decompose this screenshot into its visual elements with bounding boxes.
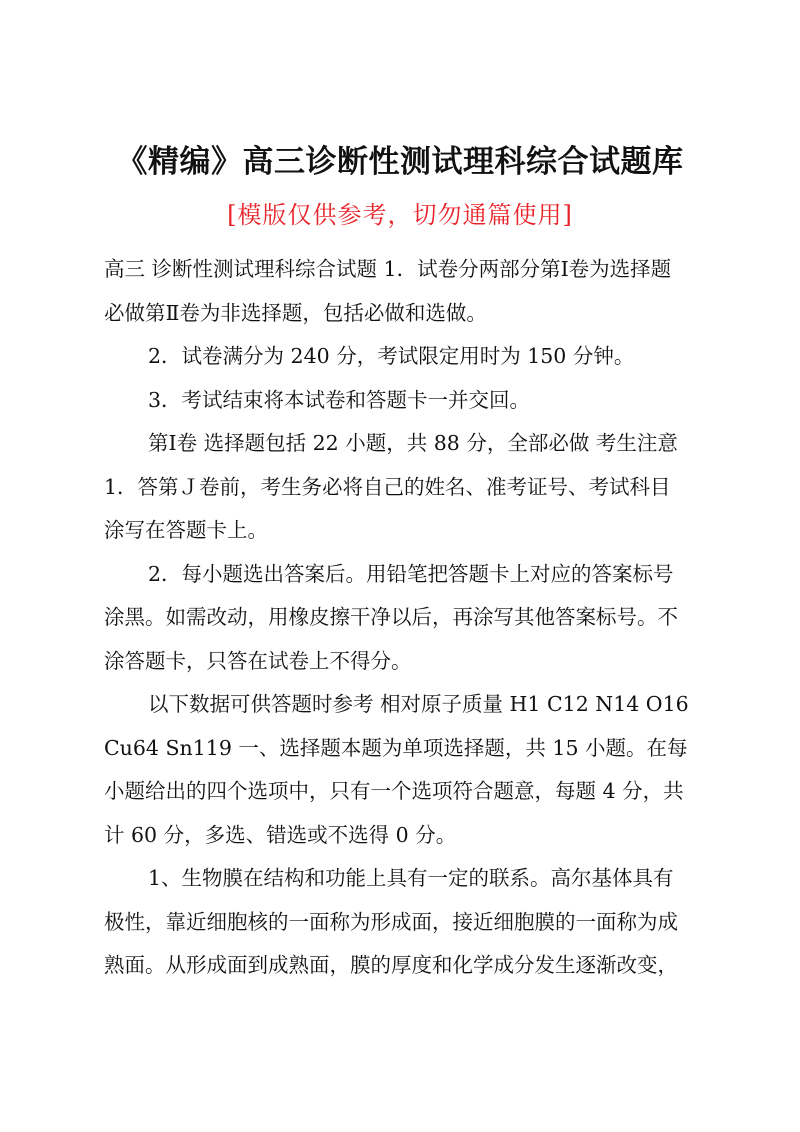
body-line-7: 涂写在答题卡上。: [104, 518, 268, 542]
body-line-15: 1、生物膜在结构和功能上具有一定的联系。高尔基体具有: [148, 866, 674, 890]
body-line-6: 1．答第Ｊ卷前，考生务必将自己的姓名、准考证号、考试科目: [104, 475, 671, 499]
body-line-4: 3．考试结束将本试卷和答题卡一并交回。: [148, 388, 531, 412]
body-line-17: 熟面。从形成面到成熟面，膜的厚度和化学成分发生逐渐改变，: [104, 953, 678, 977]
body-line-16: 极性，靠近细胞核的一面称为形成面，接近细胞膜的一面称为成: [104, 910, 678, 934]
body-line-8: 2．每小题选出答案后。用铅笔把答题卡上对应的答案标号: [148, 562, 674, 586]
document-subtitle: [模版仅供参考，切勿通篇使用]: [227, 201, 573, 229]
body-line-1: 高三 诊断性测试理科综合试题 1．试卷分两部分第Ⅰ卷为选择题: [104, 257, 672, 281]
body-line-11: 以下数据可供答题时参考 相对原子质量 H1 C12 N14 O16: [148, 692, 689, 716]
body-line-5: 第Ⅰ卷 选择题包括 22 小题，共 88 分，全部必做 考生注意: [148, 431, 678, 455]
body-line-9: 涂黑。如需改动，用橡皮擦干净以后，再涂写其他答案标号。不: [104, 605, 678, 629]
body-line-10: 涂答题卡，只答在试卷上不得分。: [104, 649, 412, 673]
body-line-12: Cu64 Sn119 一、选择题本题为单项选择题，共 15 小题。在每: [104, 736, 688, 760]
body-line-2: 必做第Ⅱ卷为非选择题，包括必做和选做。: [104, 301, 487, 325]
document-title: 《精编》高三诊断性测试理科综合试题库: [116, 144, 684, 180]
body-line-14: 计 60 分，多选、错选或不选得 0 分。: [104, 823, 457, 847]
body-line-3: 2．试卷满分为 240 分，考试限定用时为 150 分钟。: [148, 344, 635, 368]
body-line-13: 小题给出的四个选项中，只有一个选项符合题意，每题 4 分，共: [104, 779, 684, 803]
